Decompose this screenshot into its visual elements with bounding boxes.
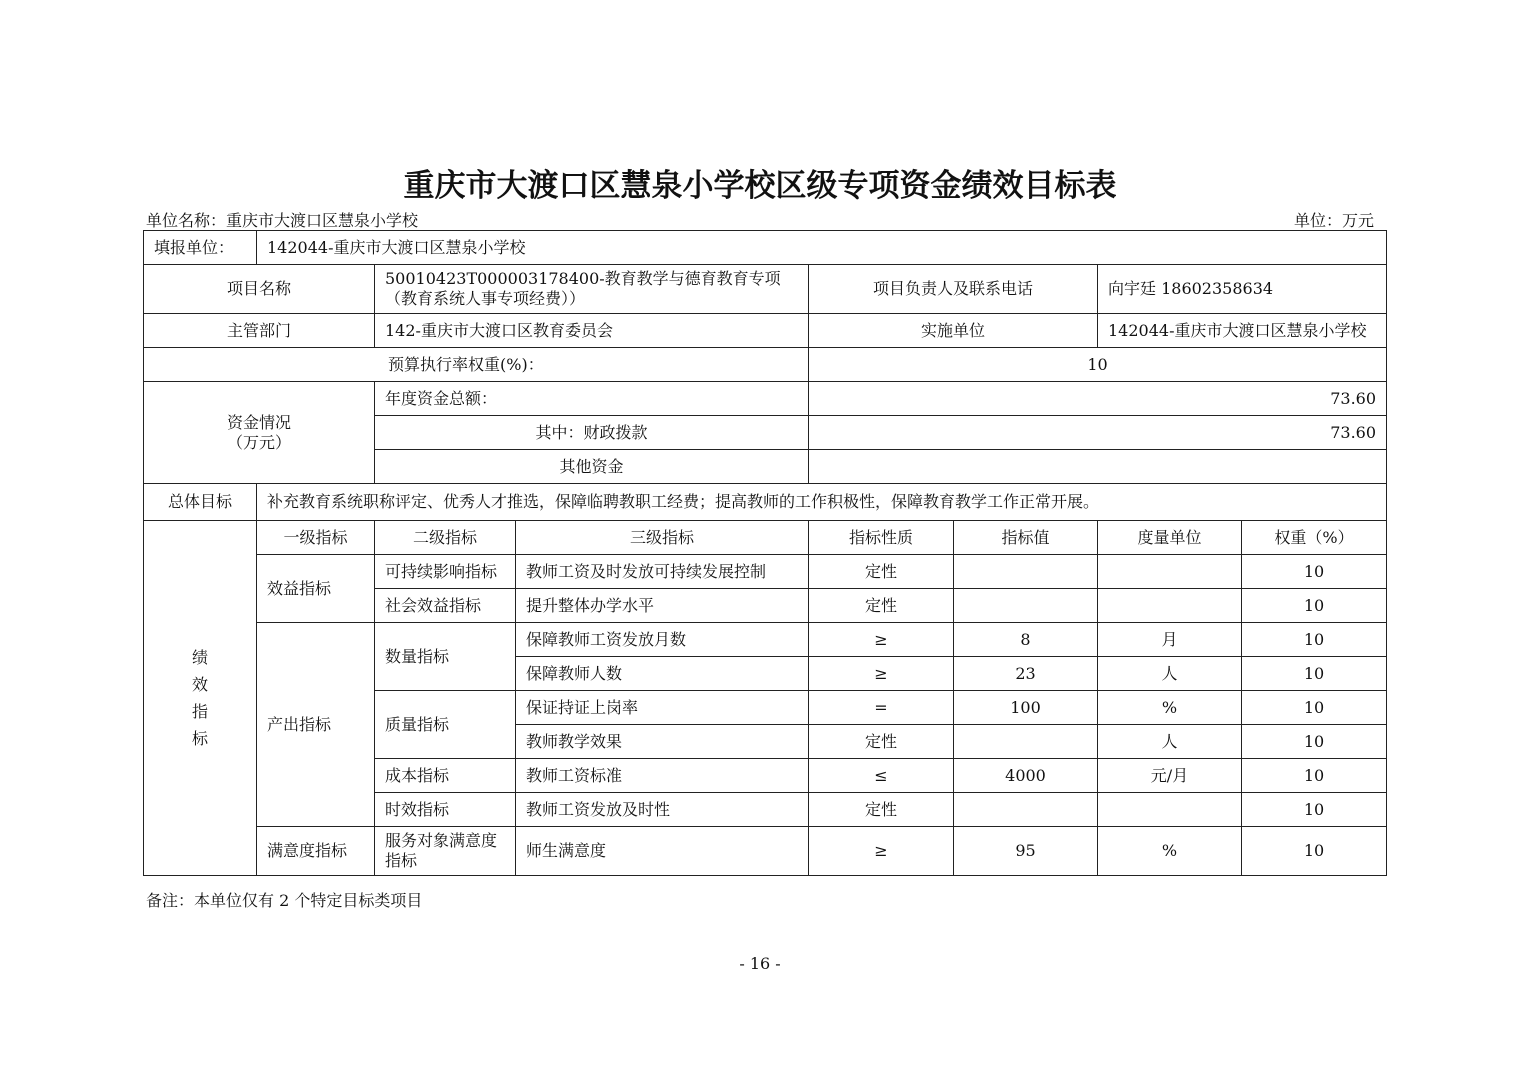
level2-cell: 社会效益指标 <box>375 589 516 623</box>
page-number: - 16 - <box>739 954 781 973</box>
nature-cell: 定性 <box>809 555 954 589</box>
table-row <box>144 827 1387 876</box>
page-title: 重庆市大渡口区慧泉小学校区级专项资金绩效目标表 <box>403 168 1117 204</box>
header-value: 指标值 <box>954 521 1098 555</box>
funds-total-label: 年度资金总额： <box>375 382 809 416</box>
weight-cell: 10 <box>1242 657 1387 691</box>
level2-cell: 可持续影响指标 <box>375 555 516 589</box>
weight-cell: 10 <box>1242 691 1387 725</box>
weight-cell: 10 <box>1242 623 1387 657</box>
impl-label: 实施单位 <box>809 314 1098 348</box>
weight-cell: 10 <box>1242 759 1387 793</box>
funds-label <box>144 382 375 484</box>
funds-label-line2: （万元） <box>226 432 291 452</box>
level2-cell: 时效指标 <box>375 793 516 827</box>
level3-cell: 保障教师工资发放月数 <box>516 623 809 657</box>
unit-cell: % <box>1098 827 1242 876</box>
funds-fiscal-label: 其中：财政拨款 <box>375 416 809 450</box>
table-row <box>144 623 1387 657</box>
table-row <box>144 555 1387 589</box>
value-cell: 95 <box>954 827 1098 876</box>
funds-other-value <box>809 450 1387 484</box>
funds-label-line1: 资金情况 <box>226 412 291 432</box>
level2-cell: 成本指标 <box>375 759 516 793</box>
unit-cell: 人 <box>1098 657 1242 691</box>
header-unit: 度量单位 <box>1098 521 1242 555</box>
unit-cell <box>1098 589 1242 623</box>
level3-cell: 保障教师人数 <box>516 657 809 691</box>
nature-cell: 定性 <box>809 793 954 827</box>
currency-unit: 单位：万元 <box>1293 211 1374 230</box>
budget-rate-value: 10 <box>809 348 1387 382</box>
nature-cell: ≤ <box>809 759 954 793</box>
weight-cell: 10 <box>1242 555 1387 589</box>
value-cell <box>954 555 1098 589</box>
nature-cell: ≥ <box>809 827 954 876</box>
level1-output: 产出指标 <box>257 623 375 827</box>
project-name-label: 项目名称 <box>144 265 375 314</box>
nature-cell: ≥ <box>809 657 954 691</box>
contact-label: 项目负责人及联系电话 <box>809 265 1098 314</box>
dept-label: 主管部门 <box>144 314 375 348</box>
level3-cell: 教师工资标准 <box>516 759 809 793</box>
perf-indicator-label <box>144 521 257 876</box>
weight-cell: 10 <box>1242 827 1387 876</box>
unit-cell: % <box>1098 691 1242 725</box>
value-cell <box>954 725 1098 759</box>
level3-cell: 提升整体办学水平 <box>516 589 809 623</box>
nature-cell: 定性 <box>809 725 954 759</box>
value-cell: 23 <box>954 657 1098 691</box>
unit-cell <box>1098 555 1242 589</box>
header-weight: 权重（%） <box>1242 521 1387 555</box>
contact-value: 向宇廷 18602358634 <box>1098 265 1387 314</box>
fill-unit-label: 填报单位： <box>144 231 257 265</box>
impl-value: 142044-重庆市大渡口区慧泉小学校 <box>1098 314 1387 348</box>
fill-unit-value: 142044-重庆市大渡口区慧泉小学校 <box>257 231 1387 265</box>
goal-value: 补充教育系统职称评定、优秀人才推选，保障临聘教职工经费；提高教师的工作积极性，保障教育教学工作正常开展。 <box>257 484 1387 521</box>
unit-cell: 月 <box>1098 623 1242 657</box>
value-cell: 100 <box>954 691 1098 725</box>
perf-label-char: 效 <box>191 675 208 694</box>
project-name-value: 50010423T000003178400-教育教学与德育教育专项（教育系统人事专项经费）） <box>375 265 809 314</box>
header-level2: 二级指标 <box>375 521 516 555</box>
value-cell <box>954 589 1098 623</box>
level3-cell: 教师工资发放及时性 <box>516 793 809 827</box>
value-cell: 8 <box>954 623 1098 657</box>
nature-cell: = <box>809 691 954 725</box>
level1-satisfaction: 满意度指标 <box>257 827 375 876</box>
unit-name: 单位名称：重庆市大渡口区慧泉小学校 <box>146 211 419 230</box>
level3-cell: 教师工资及时发放可持续发展控制 <box>516 555 809 589</box>
level3-cell: 保证持证上岗率 <box>516 691 809 725</box>
perf-label-char: 绩 <box>191 648 208 667</box>
perf-label-char: 指 <box>191 702 208 721</box>
level2-cell: 服务对象满意度指标 <box>375 827 516 876</box>
level2-cell: 数量指标 <box>375 623 516 691</box>
perf-label-char: 标 <box>191 729 208 748</box>
goal-label: 总体目标 <box>144 484 257 521</box>
level3-cell: 教师教学效果 <box>516 725 809 759</box>
dept-value: 142-重庆市大渡口区教育委员会 <box>375 314 809 348</box>
value-cell <box>954 793 1098 827</box>
weight-cell: 10 <box>1242 793 1387 827</box>
level2-cell: 质量指标 <box>375 691 516 759</box>
unit-cell: 人 <box>1098 725 1242 759</box>
funds-fiscal-value: 73.60 <box>809 416 1387 450</box>
weight-cell: 10 <box>1242 589 1387 623</box>
footnote: 备注：本单位仅有 2 个特定目标类项目 <box>146 891 423 910</box>
funds-total-value: 73.60 <box>809 382 1387 416</box>
performance-table <box>143 230 1387 876</box>
level3-cell: 师生满意度 <box>516 827 809 876</box>
value-cell: 4000 <box>954 759 1098 793</box>
unit-cell <box>1098 793 1242 827</box>
level1-benefit: 效益指标 <box>257 555 375 623</box>
header-level3: 三级指标 <box>516 521 809 555</box>
weight-cell: 10 <box>1242 725 1387 759</box>
header-nature: 指标性质 <box>809 521 954 555</box>
funds-other-label: 其他资金 <box>375 450 809 484</box>
nature-cell: ≥ <box>809 623 954 657</box>
nature-cell: 定性 <box>809 589 954 623</box>
unit-cell: 元/月 <box>1098 759 1242 793</box>
header-level1: 一级指标 <box>257 521 375 555</box>
budget-rate-label: 预算执行率权重(%)： <box>144 348 809 382</box>
